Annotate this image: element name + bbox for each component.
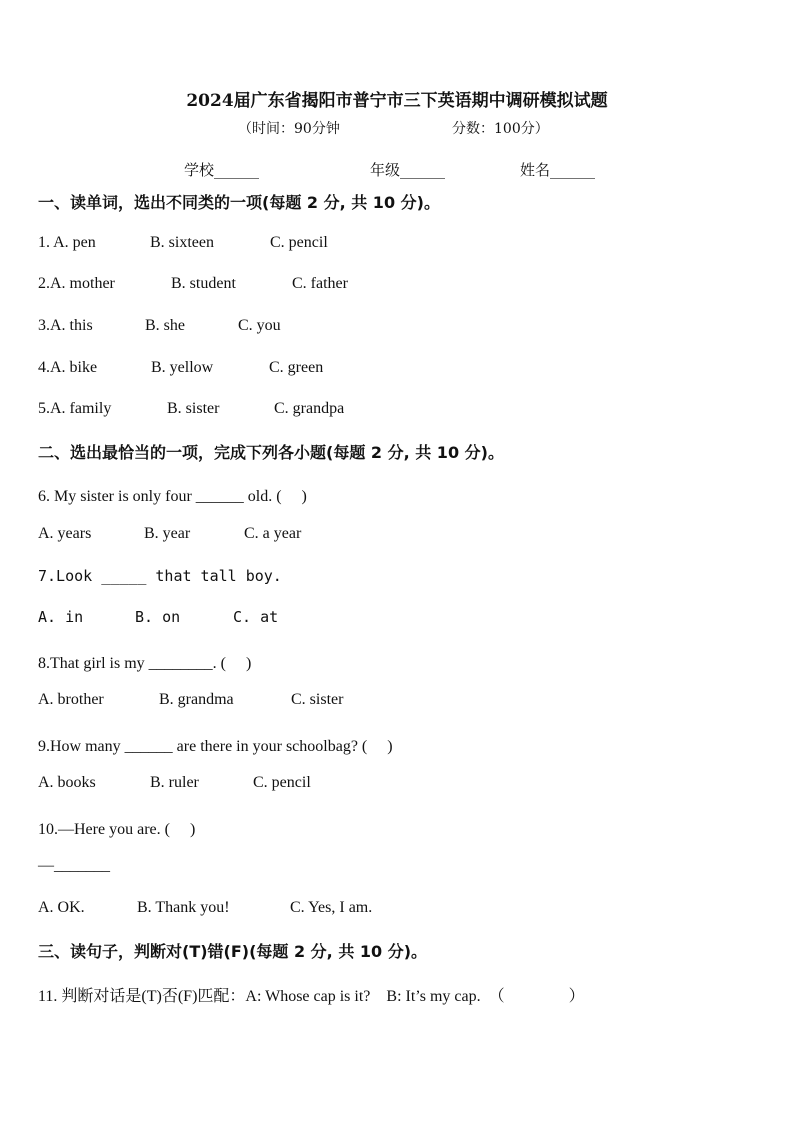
question-11: 11. 判断对话是(T)否(F)匹配：A: Whose cap is it? B: It’s my cap. （ ）: [38, 988, 585, 1005]
option-c[interactable]: C. you: [238, 317, 281, 334]
option-c[interactable]: C. grandpa: [274, 400, 345, 417]
option-a[interactable]: A. years: [38, 525, 92, 542]
question-4: [38, 359, 323, 377]
option-b[interactable]: B. student: [171, 275, 236, 292]
question-8-stem: 8.That girl is my ________. ( ): [38, 655, 252, 672]
question-8-options: [38, 691, 343, 709]
option-b[interactable]: B. year: [144, 525, 191, 542]
exam-time: （时间：90分钟: [238, 121, 340, 137]
school-field[interactable]: 学校______: [184, 161, 260, 179]
option-a[interactable]: A. in: [38, 608, 84, 626]
option-c[interactable]: C. green: [269, 359, 324, 376]
option-a[interactable]: A. brother: [38, 691, 104, 708]
question-7-options: [38, 608, 278, 626]
option-c[interactable]: C. sister: [291, 691, 344, 708]
question-3: [38, 317, 281, 335]
option-a[interactable]: A. books: [38, 774, 96, 791]
question-1: [38, 234, 328, 252]
option-c[interactable]: C. pencil: [253, 774, 311, 791]
section-1-heading: 一、读单词，选出不同类的一项(每题 2 分, 共 10 分)。: [38, 193, 440, 212]
option-b[interactable]: B. sister: [167, 400, 220, 417]
question-10-options: [38, 899, 372, 917]
option-a[interactable]: 4.A. bike: [38, 359, 98, 376]
question-5: [38, 400, 344, 418]
question-2: [38, 275, 348, 293]
question-10-reply: —_______: [38, 857, 110, 874]
option-a[interactable]: 1. A. pen: [38, 234, 96, 251]
option-a[interactable]: 5.A. family: [38, 400, 112, 417]
question-6-options: [38, 525, 301, 543]
option-b[interactable]: B. ruler: [150, 774, 199, 791]
option-c[interactable]: C. father: [292, 275, 348, 292]
question-6-stem: 6. My sister is only four ______ old. ( ): [38, 488, 307, 505]
option-c[interactable]: C. pencil: [270, 234, 328, 251]
section-3-heading: 三、读句子，判断对(T)错(F)(每题 2 分, 共 10 分)。: [38, 942, 428, 961]
grade-field[interactable]: 年级______: [370, 161, 446, 179]
exam-score: 分数：100分）: [452, 121, 549, 137]
option-b[interactable]: B. she: [145, 317, 185, 334]
name-field[interactable]: 姓名______: [520, 161, 596, 179]
option-c[interactable]: C. Yes, I am.: [290, 899, 373, 916]
option-b[interactable]: B. on: [135, 608, 181, 626]
option-b[interactable]: B. grandma: [159, 691, 234, 708]
section-2-heading: 二、选出最恰当的一项，完成下列各小题(每题 2 分, 共 10 分)。: [38, 443, 504, 462]
question-7-stem: 7.Look _____ that tall boy.: [38, 567, 282, 585]
option-a[interactable]: A. OK.: [38, 899, 85, 916]
option-c[interactable]: C. at: [233, 608, 279, 626]
question-10-stem: 10.—Here you are. ( ): [38, 821, 196, 838]
option-b[interactable]: B. sixteen: [150, 234, 214, 251]
question-9-stem: 9.How many ______ are there in your schoolbag? ( ): [38, 738, 393, 755]
option-a[interactable]: 3.A. this: [38, 317, 93, 334]
option-b[interactable]: B. Thank you!: [137, 899, 230, 916]
question-9-options: [38, 774, 311, 792]
option-c[interactable]: C. a year: [244, 525, 302, 542]
option-b[interactable]: B. yellow: [151, 359, 214, 376]
option-a[interactable]: 2.A. mother: [38, 275, 115, 292]
page-title: 2024届广东省揭阳市普宁市三下英语期中调研模拟试题: [186, 91, 608, 111]
